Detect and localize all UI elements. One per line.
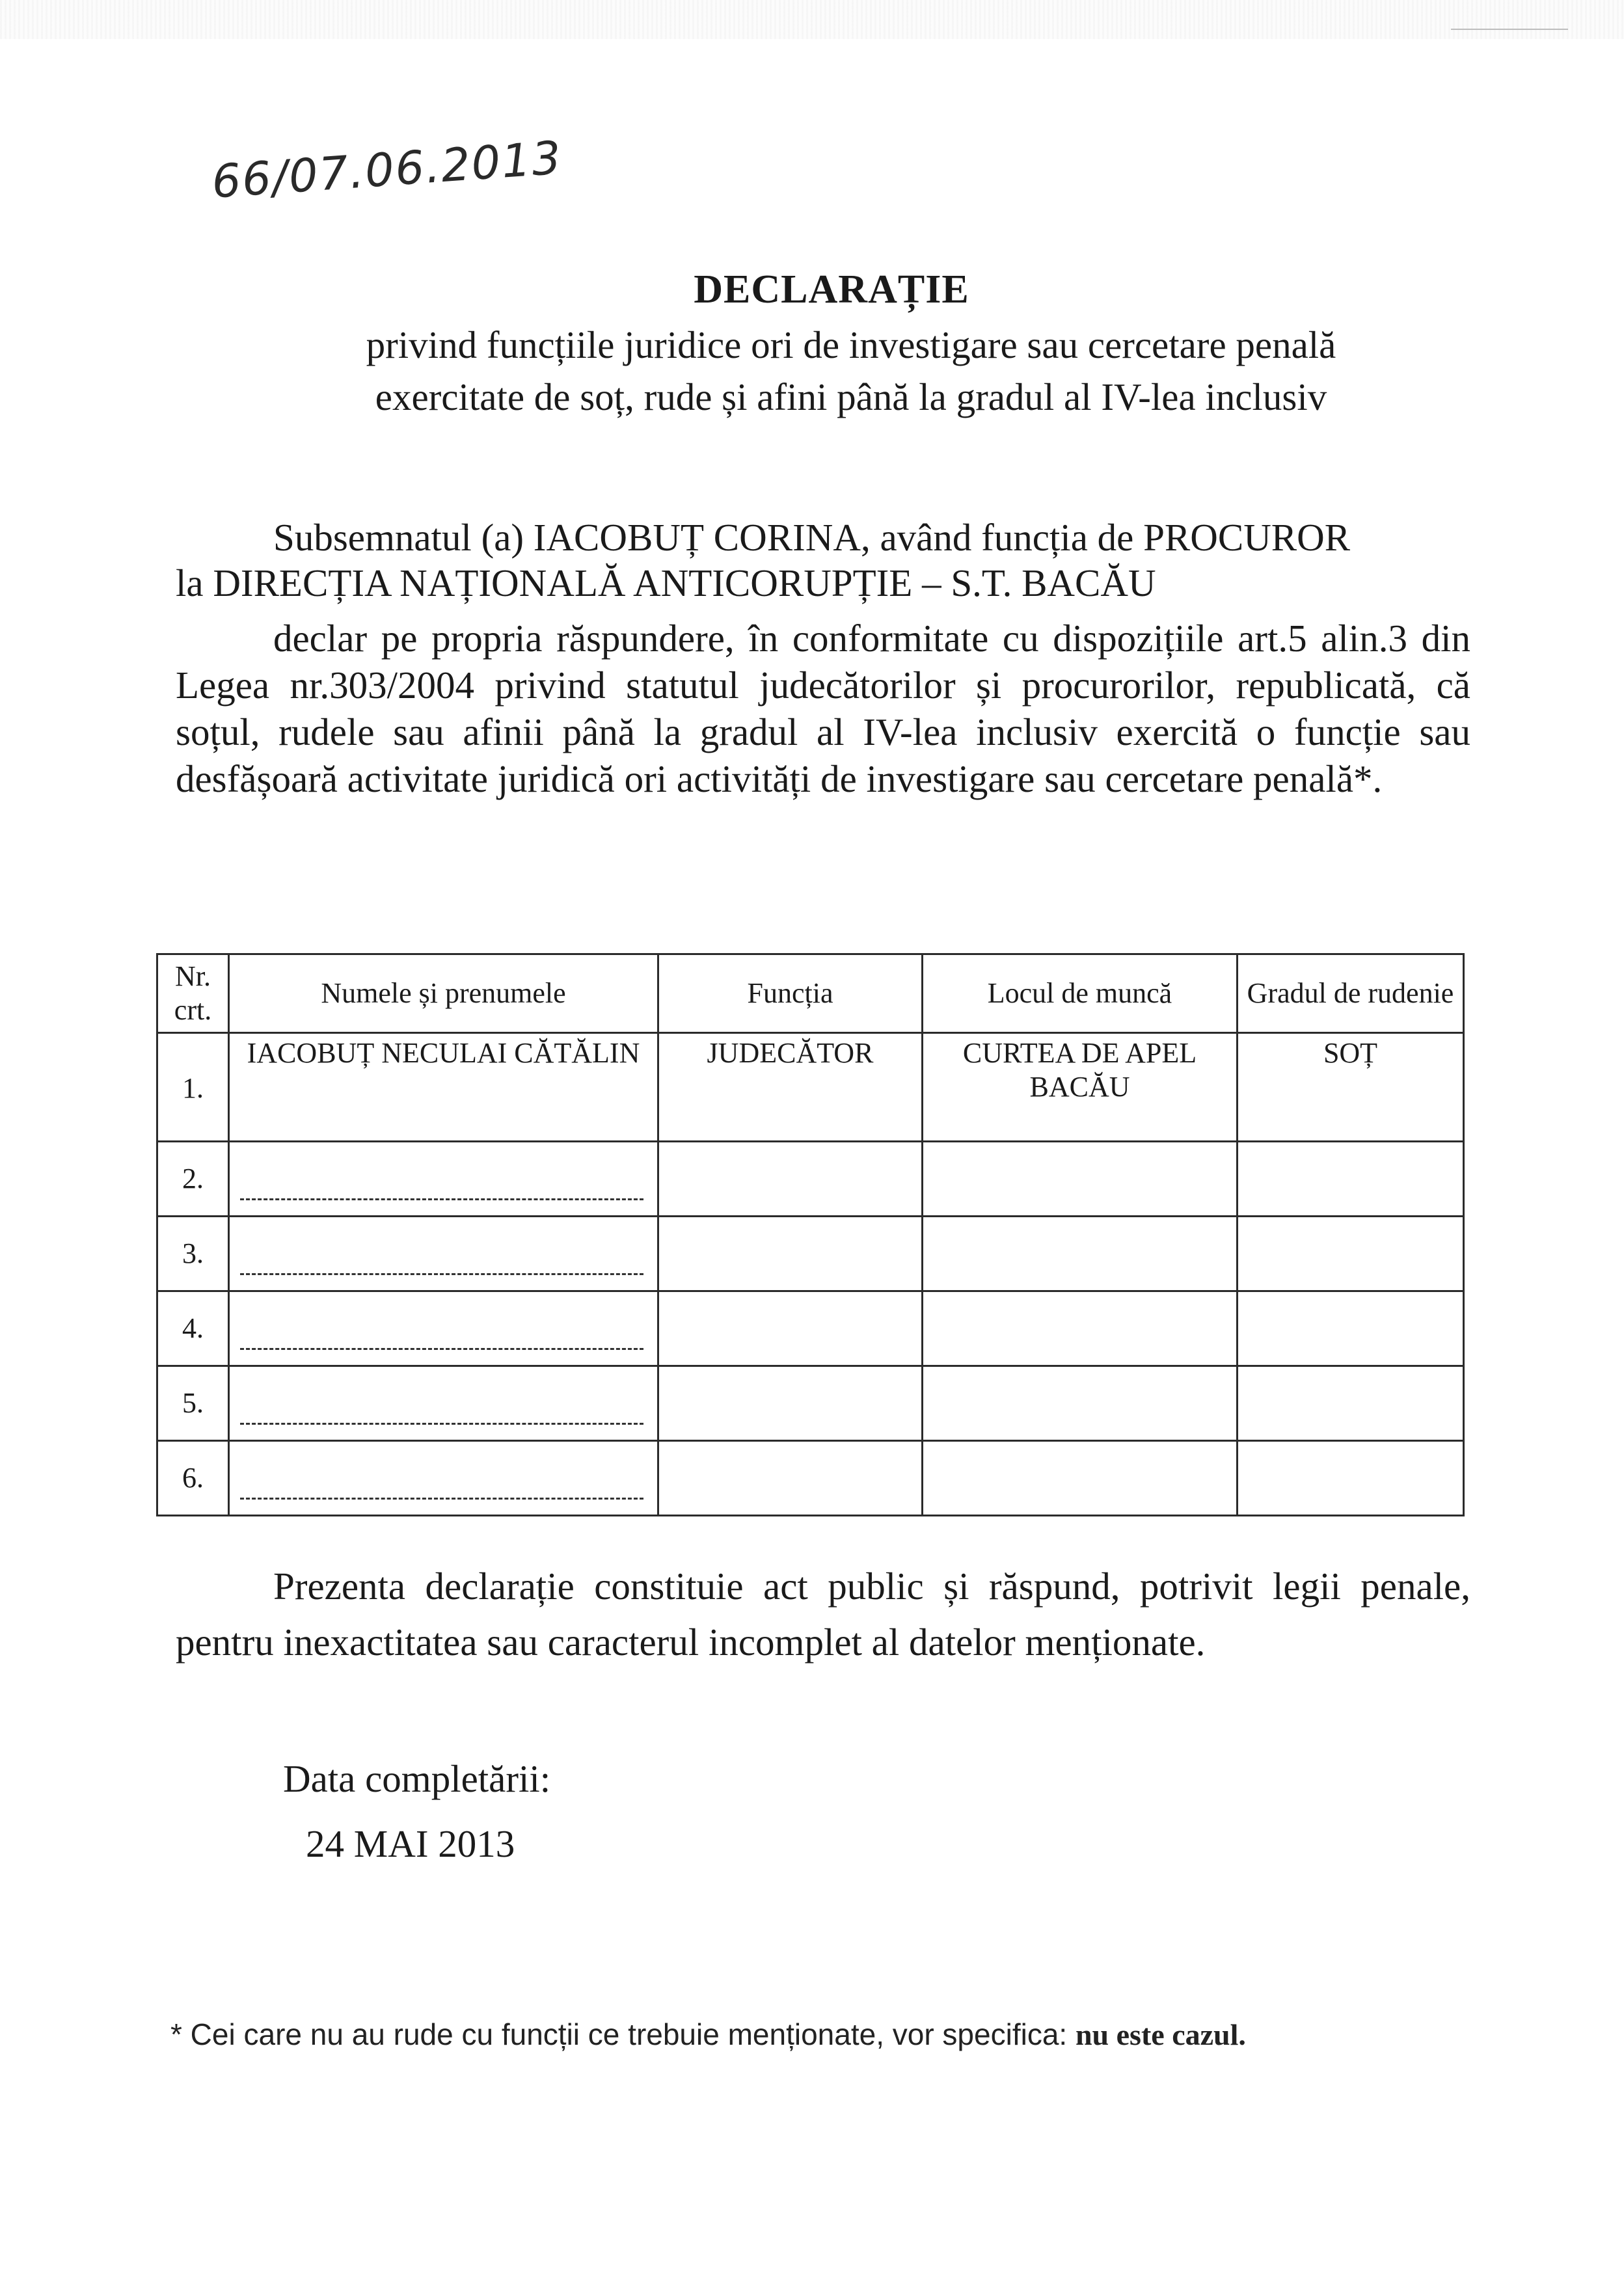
header-function: Funcția (658, 954, 923, 1033)
relatives-table (156, 953, 1465, 1516)
row-degree (1238, 1217, 1464, 1291)
institution-line: la DIRECȚIA NAȚIONALĂ ANTICORUPȚIE – S.T. BACĂU (176, 561, 1156, 604)
subtitle-line-1: privind funcțiile juridice ori de investigare sau cercetare penală (366, 323, 1336, 366)
header-name: Numele și prenumele (229, 954, 658, 1033)
footnote (170, 2017, 1246, 2052)
declarant-text: Subsemnatul (a) IACOBUȚ CORINA, având funcția de PROCUROR (273, 516, 1351, 559)
row-function (658, 1142, 923, 1217)
header-degree: Gradul de rudenie (1238, 954, 1464, 1033)
row-workplace: CURTEA DE APEL BACĂU (923, 1033, 1238, 1142)
row-nr: 4. (157, 1291, 229, 1366)
table-row (157, 1217, 1464, 1291)
row-name-blank (229, 1142, 658, 1217)
declaration-text: declar pe propria răspundere, în conformitate cu dispozițiile art.5 alin.3 din Legea nr.303/2004 privind statutul judecătorilor și procurorilor, republicată, că soțul, rudele sau afinii până la gradul al IV-lea inclusiv exercită o funcție sau desfășoară activitate juridică ori activități de investigare sau cercetare penală*. (176, 617, 1470, 800)
footnote-emphasis: nu este cazul. (1075, 2018, 1246, 2051)
completion-date-label: Data completării: (283, 1757, 551, 1800)
row-degree (1238, 1441, 1464, 1516)
row-function (658, 1217, 923, 1291)
row-workplace (923, 1366, 1238, 1441)
row-nr: 6. (157, 1441, 229, 1516)
row-workplace (923, 1441, 1238, 1516)
declaration-paragraph (176, 615, 1470, 802)
row-name-blank (229, 1291, 658, 1366)
row-degree: SOȚ (1238, 1033, 1464, 1142)
scan-mark (1451, 29, 1568, 30)
table-row (157, 1142, 1464, 1217)
document-subtitle (0, 319, 1624, 423)
row-name: IACOBUȚ NECULAI CĂTĂLIN (229, 1033, 658, 1142)
closing-paragraph (176, 1558, 1470, 1670)
row-nr: 5. (157, 1366, 229, 1441)
header-workplace: Locul de muncă (923, 954, 1238, 1033)
row-degree (1238, 1142, 1464, 1217)
dashed-line (240, 1172, 643, 1200)
row-name-blank (229, 1366, 658, 1441)
row-degree (1238, 1291, 1464, 1366)
row-workplace (923, 1217, 1238, 1291)
declarant-line (176, 514, 1470, 561)
row-name-blank (229, 1441, 658, 1516)
table-header-row (157, 954, 1464, 1033)
dashed-line (240, 1472, 643, 1500)
row-nr: 1. (157, 1033, 229, 1142)
closing-text: Prezenta declarație constituie act public și răspund, potrivit legii penale, pentru inexactitatea sau caracterul incomplet al datelor menționate. (176, 1565, 1470, 1664)
row-function (658, 1291, 923, 1366)
row-name-blank (229, 1217, 658, 1291)
row-function (658, 1366, 923, 1441)
table-row (157, 1366, 1464, 1441)
row-degree (1238, 1366, 1464, 1441)
table-row (157, 1291, 1464, 1366)
handwritten-registration-number: 66/07.06.2013 (210, 131, 564, 209)
dashed-line (240, 1322, 643, 1350)
header-nr: Nr. crt. (157, 954, 229, 1033)
row-workplace (923, 1142, 1238, 1217)
dashed-line (240, 1247, 643, 1275)
table-row (157, 1033, 1464, 1142)
completion-date-value: 24 MAI 2013 (306, 1822, 515, 1865)
subtitle-line-2: exercitate de soț, rude și afini până la gradul al IV-lea inclusiv (375, 375, 1327, 418)
table-row (157, 1441, 1464, 1516)
footnote-text: * Cei care nu au rude cu funcții ce trebuie menționate, vor specifica: (170, 2017, 1068, 2051)
row-nr: 2. (157, 1142, 229, 1217)
row-workplace (923, 1291, 1238, 1366)
row-function: JUDECĂTOR (658, 1033, 923, 1142)
row-function (658, 1441, 923, 1516)
scan-noise (0, 0, 1624, 39)
dashed-line (240, 1397, 643, 1425)
document-title: DECLARAȚIE (694, 267, 969, 312)
row-nr: 3. (157, 1217, 229, 1291)
